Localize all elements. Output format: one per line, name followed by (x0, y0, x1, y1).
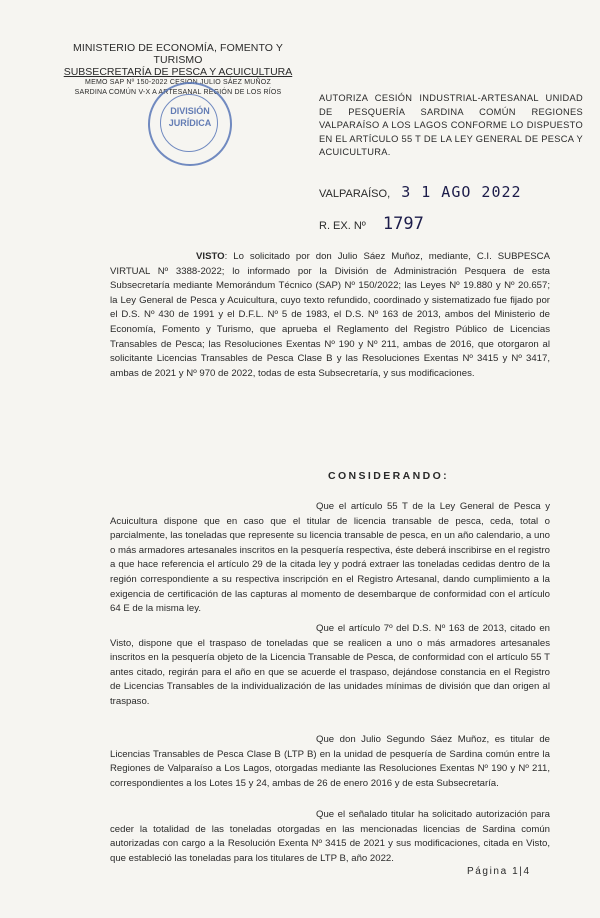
date-stamp: 3 1 AGO 2022 (401, 183, 522, 201)
paragraph-2-text: Que el artículo 7º del D.S. Nº 163 de 2013, citado en Visto, dispone que el traspaso de toneladas que se realicen a uno o más armadores artesanales inscritos en la pesquería objeto de la Licencia Transable de Pesca, de conformidad con el artículo 55 T antes citado, regirán para el año en que se acuerde el traspaso, dejándose constancia en el Registro de Licencias Transables de la individualización de las unidades mínimas de división que dan origen al traspaso. (110, 623, 550, 707)
paragraph-4 (110, 808, 550, 866)
ministry-name: MINISTERIO DE ECONOMÍA, FOMENTO Y TURISMO (72, 42, 283, 66)
division-stamp (148, 82, 232, 166)
paragraph-1 (110, 500, 550, 617)
stamp-line-2: JURÍDICA (168, 118, 212, 128)
paragraph-1-text: Que el artículo 55 T de la Ley General de Pesca y Acuicultura dispone que en caso que el titular de licencia transable de pesca, ceda, total o parcialmente, las toneladas que represente su licencia transable de pesca, en un año calendario, a uno o más armadores artesanales inscritos en la pesquería respectiva, éste deberá inscribirse en el registro a que hace referencia el artículo 29 de la citada ley y podrá extraer las toneladas cedidas dentro de la región correspondiente a su respectiva inscripción en el Registro Artesanal, dando cumplimiento a la exigencia de certificación de las capturas al momento de desembarque de conformidad con el artículo 64 E de la misma ley. (110, 501, 550, 615)
subject-reference: SARDINA COMÚN V-X A ARTESANAL REGIÓN DE LOS RÍOS (74, 89, 282, 96)
stamp-line-1: DIVISIÓN (170, 106, 210, 116)
memo-reference: MEMO SAP Nº 150-2022 CESION JULIO SÁEZ MUÑOZ (85, 79, 271, 86)
rex-number: 1797 (382, 214, 424, 234)
visto-text: : Lo solicitado por don Julio Sáez Muñoz, mediante, C.I. SUBPESCA VIRTUAL Nº 3388-2022; lo informado por la División de Administración Pesquera de esta Subsecretaría mediante Memorándum Técnico (SAP) Nº 150/2022; las Leyes Nº 19.880 y Nº 20.657; la Ley General de Pesca y Acuicultura, cuyo texto refundido, coordinado y sistematizado fue fijado por el D.S. Nº 430 de 1991 y el D.F.L. Nº 5 de 1983, el D.S. Nº 163 de 2013, ambos del Ministerio de Economía, Fomento y Turismo, que aprueba el Reglamento del Registro Público de Licencias Transables de Pesca; las Resoluciones Exentas Nº 190 y Nº 211, ambas de 2016, que otorgaron al solicitante Licencias Transables de Pesca Clase B y las Resoluciones Exentas Nº 3415 y Nº 3417, ambas de 2021 y Nº 970 de 2022, todas de esta Subsecretaría, y sus modificaciones. (110, 251, 550, 379)
considerando-heading: CONSIDERANDO: (328, 470, 450, 482)
page-number: Página 1|4 (467, 866, 531, 877)
resolution-title: AUTORIZA CESIÓN INDUSTRIAL-ARTESANAL UNIDAD DE PESQUERÍA SARDINA COMÚN REGIONES VALPARAÍSO A LOS LAGOS CONFORME LO DISPUESTO EN EL ARTÍCULO 55 T DE LA LEY GENERAL DE PESCA Y ACUICULTURA. (319, 93, 583, 158)
date-place: VALPARAÍSO, (319, 188, 391, 200)
resolution-number-line (319, 214, 424, 234)
rex-label: R. EX. Nº (319, 220, 366, 232)
date-line (319, 183, 522, 201)
subsecretariat-name: SUBSECRETARÍA DE PESCA Y ACUICULTURA (63, 66, 293, 78)
paragraph-4-text: Que el señalado titular ha solicitado autorización para ceder la totalidad de las toneladas otorgadas en las mencionadas licencias de Sardina común autorizadas con cargo a la Resolución Exenta Nº 3415 de 2021 y sus modificaciones, citada en Visto, que estableció las toneladas para los titulares de LTP B, año 2022. (110, 809, 550, 864)
paragraph-3 (110, 733, 550, 791)
visto-label: VISTO (196, 251, 225, 262)
paragraph-2 (110, 622, 550, 710)
visto-paragraph (110, 250, 550, 381)
paragraph-3-text: Que don Julio Segundo Sáez Muñoz, es titular de Licencias Transables de Pesca Clase B (LTP B) en la unidad de pesquería de Sardina común entre la Regiones de Valparaíso a Los Lagos, otorgadas mediante las Resoluciones Exentas Nº 190 y Nº 211, correspondientes a los Lotes 15 y 24, ambas de 26 de enero 2016 y de esta Subsecretaría. (110, 734, 550, 789)
